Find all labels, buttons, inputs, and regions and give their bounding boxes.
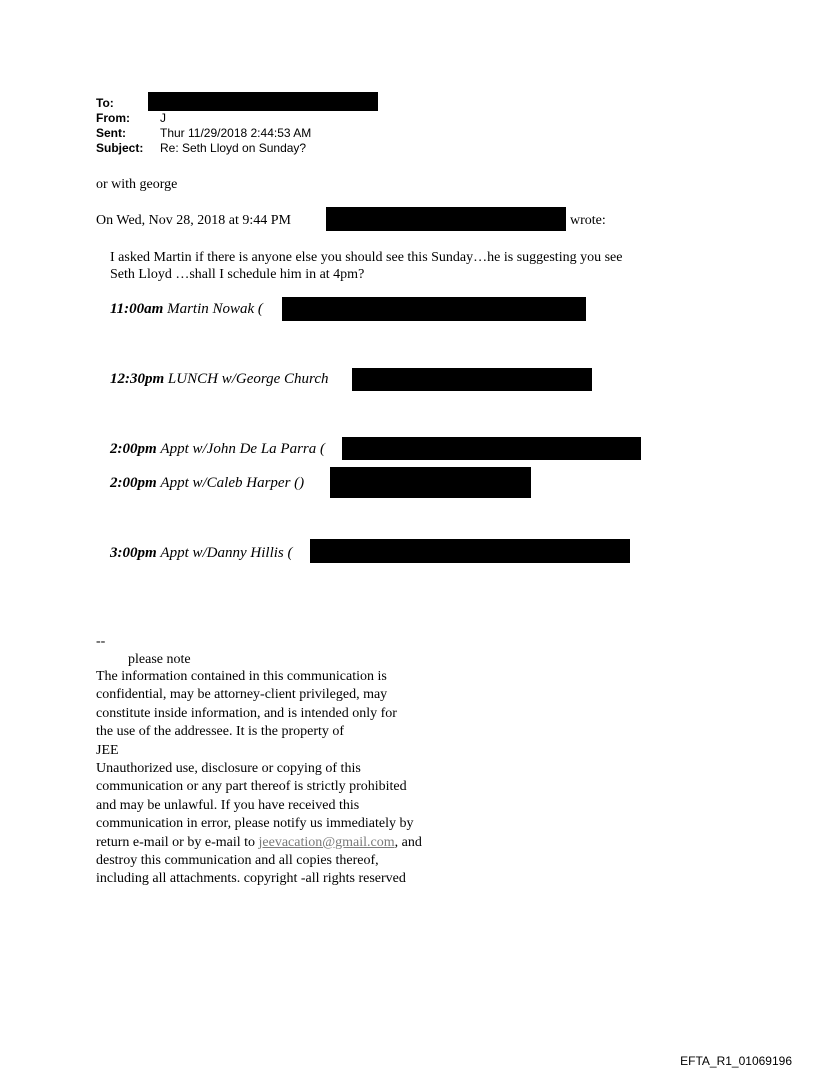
please-note: please note: [128, 652, 191, 667]
document-id: EFTA_R1_01069196: [680, 1054, 792, 1068]
schedule-item-4: [110, 474, 304, 492]
email-prefix: return e-mail or by e-mail to: [96, 834, 259, 850]
email-link[interactable]: jeevacation@gmail.com: [258, 834, 395, 850]
quote-intro-prefix: On Wed, Nov 28, 2018 at 9:44 PM: [96, 213, 292, 228]
notice-line: constitute inside information, and is intended only for: [96, 705, 397, 721]
schedule-redaction-2: [352, 368, 592, 391]
schedule-redaction-3: [342, 437, 641, 460]
quoted-line-1: I asked Martin if there is anyone else you should see this Sunday…he is suggesting you see: [110, 250, 623, 265]
to-redaction: [148, 92, 378, 111]
email-suffix: , and: [394, 834, 422, 850]
schedule-time: 2:00pm: [110, 475, 157, 491]
schedule-item-1: [110, 300, 263, 318]
confidentiality-notice: [96, 668, 422, 889]
schedule-time: 11:00am: [110, 301, 164, 317]
schedule-desc: Appt w/Danny Hillis (: [160, 545, 293, 561]
notice-line: Unauthorized use, disclosure or copying of this: [96, 761, 361, 777]
schedule-desc: Appt w/John De La Parra (: [160, 441, 325, 457]
schedule-redaction-5: [310, 539, 630, 563]
schedule-desc: LUNCH w/George Church: [167, 371, 329, 387]
notice-line: destroy this communication and all copies thereof,: [96, 853, 379, 869]
reply-text: or with george: [96, 177, 178, 192]
schedule-item-2: [110, 370, 328, 388]
quoted-line-2: Seth Lloyd …shall I schedule him in at 4pm?: [110, 267, 365, 282]
notice-line: communication in error, please notify us immediately by: [96, 816, 414, 832]
notice-line: confidential, may be attorney-client privileged, may: [96, 687, 388, 703]
from-value: J: [160, 111, 166, 125]
schedule-time: 3:00pm: [110, 545, 157, 561]
sent-label: Sent:: [96, 126, 126, 140]
from-label: From:: [96, 111, 130, 125]
notice-line: the use of the addressee. It is the property of: [96, 724, 345, 740]
signature-dashes: --: [96, 634, 106, 649]
schedule-time: 12:30pm: [110, 371, 165, 387]
notice-email-line: [96, 834, 422, 852]
notice-line: communication or any part thereof is strictly prohibited: [96, 779, 407, 795]
schedule-desc: Appt w/Caleb Harper (): [160, 475, 305, 491]
sender-redaction: [326, 207, 566, 231]
notice-line: including all attachments. copyright -all rights reserved: [96, 871, 406, 887]
notice-line: and may be unlawful. If you have received this: [96, 797, 360, 813]
subject-value: Re: Seth Lloyd on Sunday?: [160, 141, 307, 155]
schedule-redaction-4: [330, 467, 531, 498]
to-label: To:: [96, 96, 114, 110]
quote-intro-suffix: wrote:: [570, 213, 606, 228]
sent-value: Thur 11/29/2018 2:44:53 AM: [160, 126, 312, 140]
schedule-item-3: [110, 440, 325, 458]
schedule-time: 2:00pm: [110, 441, 157, 457]
schedule-item-5: [110, 544, 293, 562]
notice-line: JEE: [96, 742, 119, 758]
subject-label: Subject:: [96, 141, 144, 155]
notice-line: The information contained in this communication is: [96, 669, 387, 684]
schedule-redaction-1: [282, 297, 586, 321]
schedule-desc: Martin Nowak (: [167, 301, 263, 317]
